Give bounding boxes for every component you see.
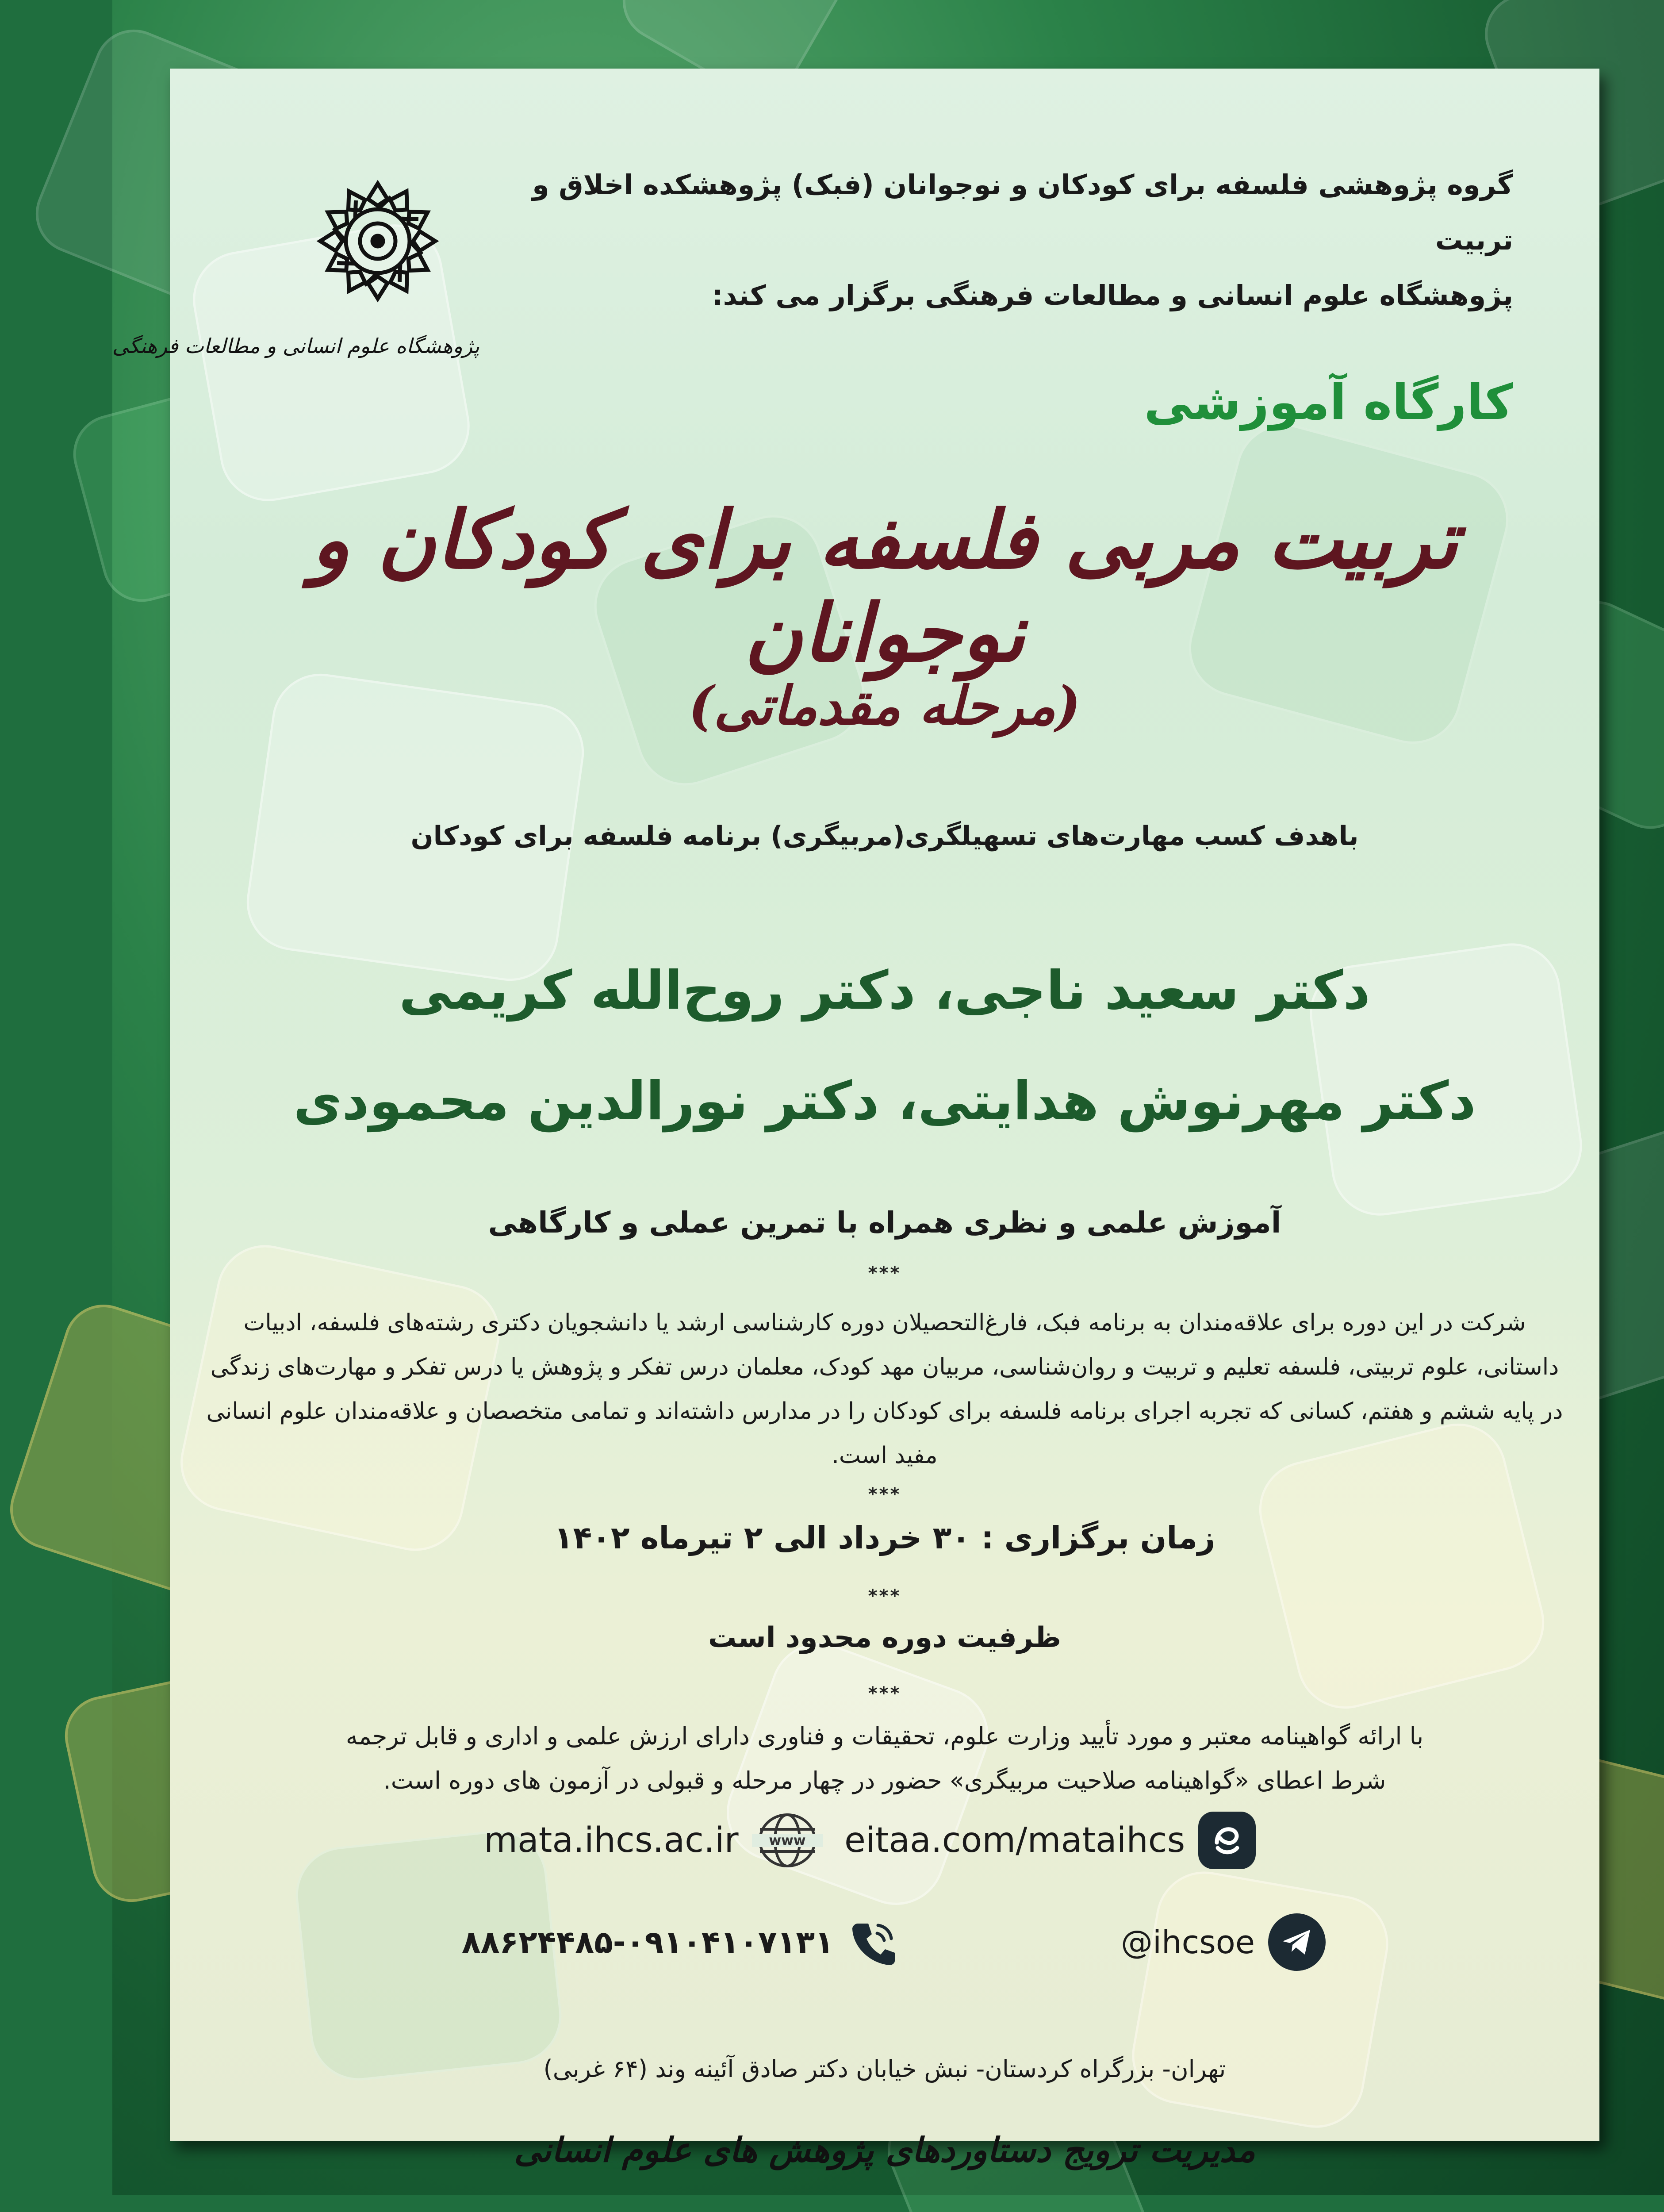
logo-emblem-icon	[314, 175, 442, 307]
separator-1: ***	[868, 1263, 901, 1283]
poster-card	[112, 69, 1599, 2170]
phone-contact[interactable]	[462, 1916, 900, 1969]
separator-3: ***	[868, 1586, 901, 1606]
institute-logo	[112, 148, 479, 396]
certificate-line-1: با ارائه گواهینامه معتبر و مورد تأیید وزارت علوم، تحقیقات و فناوری دارای ارزش علمی و اداری و قابل ترجمه	[345, 1722, 1424, 1750]
logo-text: پژوهشگاه علوم انسانی و مطالعات فرهنگی	[112, 334, 479, 358]
instructors-line-1: دکتر سعید ناجی، دکتر روح‌الله کریمی	[399, 960, 1370, 1022]
svg-text:www: www	[769, 1833, 806, 1848]
website-contact[interactable]	[484, 1812, 823, 1869]
eitaa-link[interactable]: eitaa.com/mataihcs	[844, 1820, 1185, 1860]
certificate-line-2: شرط اعطای «گواهینامه صلاحیت مربیگری» حضور در چهار مرحله و قبولی در آزمون های دوره است.	[383, 1767, 1386, 1794]
workshop-subtitle: (مرحله مقدماتی)	[688, 675, 1081, 737]
event-date: زمان برگزاری : ۳۰ خرداد الی ۲ تیرماه ۱۴۰۲	[554, 1520, 1215, 1556]
workshop-label: کارگاه آموزشی	[1144, 374, 1513, 430]
workshop-goal: باهدف کسب مهارت‌های تسهیلگری(مربیگری) برنامه فلسفه برای کودکان	[410, 821, 1359, 852]
telegram-icon	[1268, 1913, 1326, 1971]
eitaa-contact[interactable]	[844, 1812, 1256, 1869]
certificate-info	[294, 1714, 1476, 1803]
telegram-handle[interactable]: @ihcsoe	[1121, 1924, 1255, 1961]
separator-2: ***	[868, 1484, 901, 1505]
eitaa-icon	[1198, 1812, 1256, 1869]
workshop-title: تربیت مربی فلسفه برای کودکان و نوجوانان	[311, 493, 1458, 680]
audience-description: شرکت در این دوره برای علاقه‌مندان به برنامه فبک، فارغ‌التحصیلان دوره کارشناسی ارشد یا دانشجویان دکتری رشته‌های فلسفه، ادبیات داستانی، علوم تربیتی، فلسفه تعلیم و تربیت و روان‌شناسی، مربیان مهد کودک، معلمان درس تفکر و پژوهش یا درس تفکر و مهارت‌های زندگی در پایه ششم و هفتم، کسانی که تجربه اجرای برنامه فلسفه برای کودکان را در مدارس داشته‌اند و تمامی متخصصان و علاقه‌مندان علوم انسانی مفید است.	[206, 1310, 1563, 1469]
website-link[interactable]: mata.ihcs.ac.ir	[484, 1820, 739, 1860]
phone-numbers[interactable]: ۸۸۶۲۴۴۸۵-۰۹۱۰۴۱۰۷۱۳۱	[462, 1924, 834, 1960]
phone-icon	[847, 1916, 900, 1969]
instructors-line-2: دکتر مهرنوش هدایتی، دکتر نورالدین محمودی	[293, 1071, 1476, 1132]
instructors	[170, 936, 1599, 1157]
education-line: آموزش علمی و نظری همراه با تمرین عملی و کارگاهی	[488, 1206, 1281, 1240]
capacity-notice: ظرفیت دوره محدود است	[708, 1621, 1061, 1654]
separator-4: ***	[868, 1683, 901, 1704]
header-line-2: پژوهشگاه علوم انسانی و مطالعات فرهنگی برگزار می کند:	[712, 279, 1513, 311]
organizer-header	[474, 157, 1513, 323]
telegram-contact[interactable]	[1121, 1913, 1326, 1971]
header-line-1: گروه پژوهشی فلسفه برای کودکان و نوجوانان (فبک) پژوهشکده اخلاق و تربیت	[532, 169, 1513, 256]
address: تهران- بزرگراه کردستان- نبش خیابان دکتر صادق آئینه وند (۶۴ غربی)	[543, 2055, 1226, 2083]
www-globe-icon	[752, 1812, 823, 1869]
footer-organization: مدیریت ترویج دستاوردهای پژوهش های علوم انسانی	[514, 2130, 1255, 2170]
